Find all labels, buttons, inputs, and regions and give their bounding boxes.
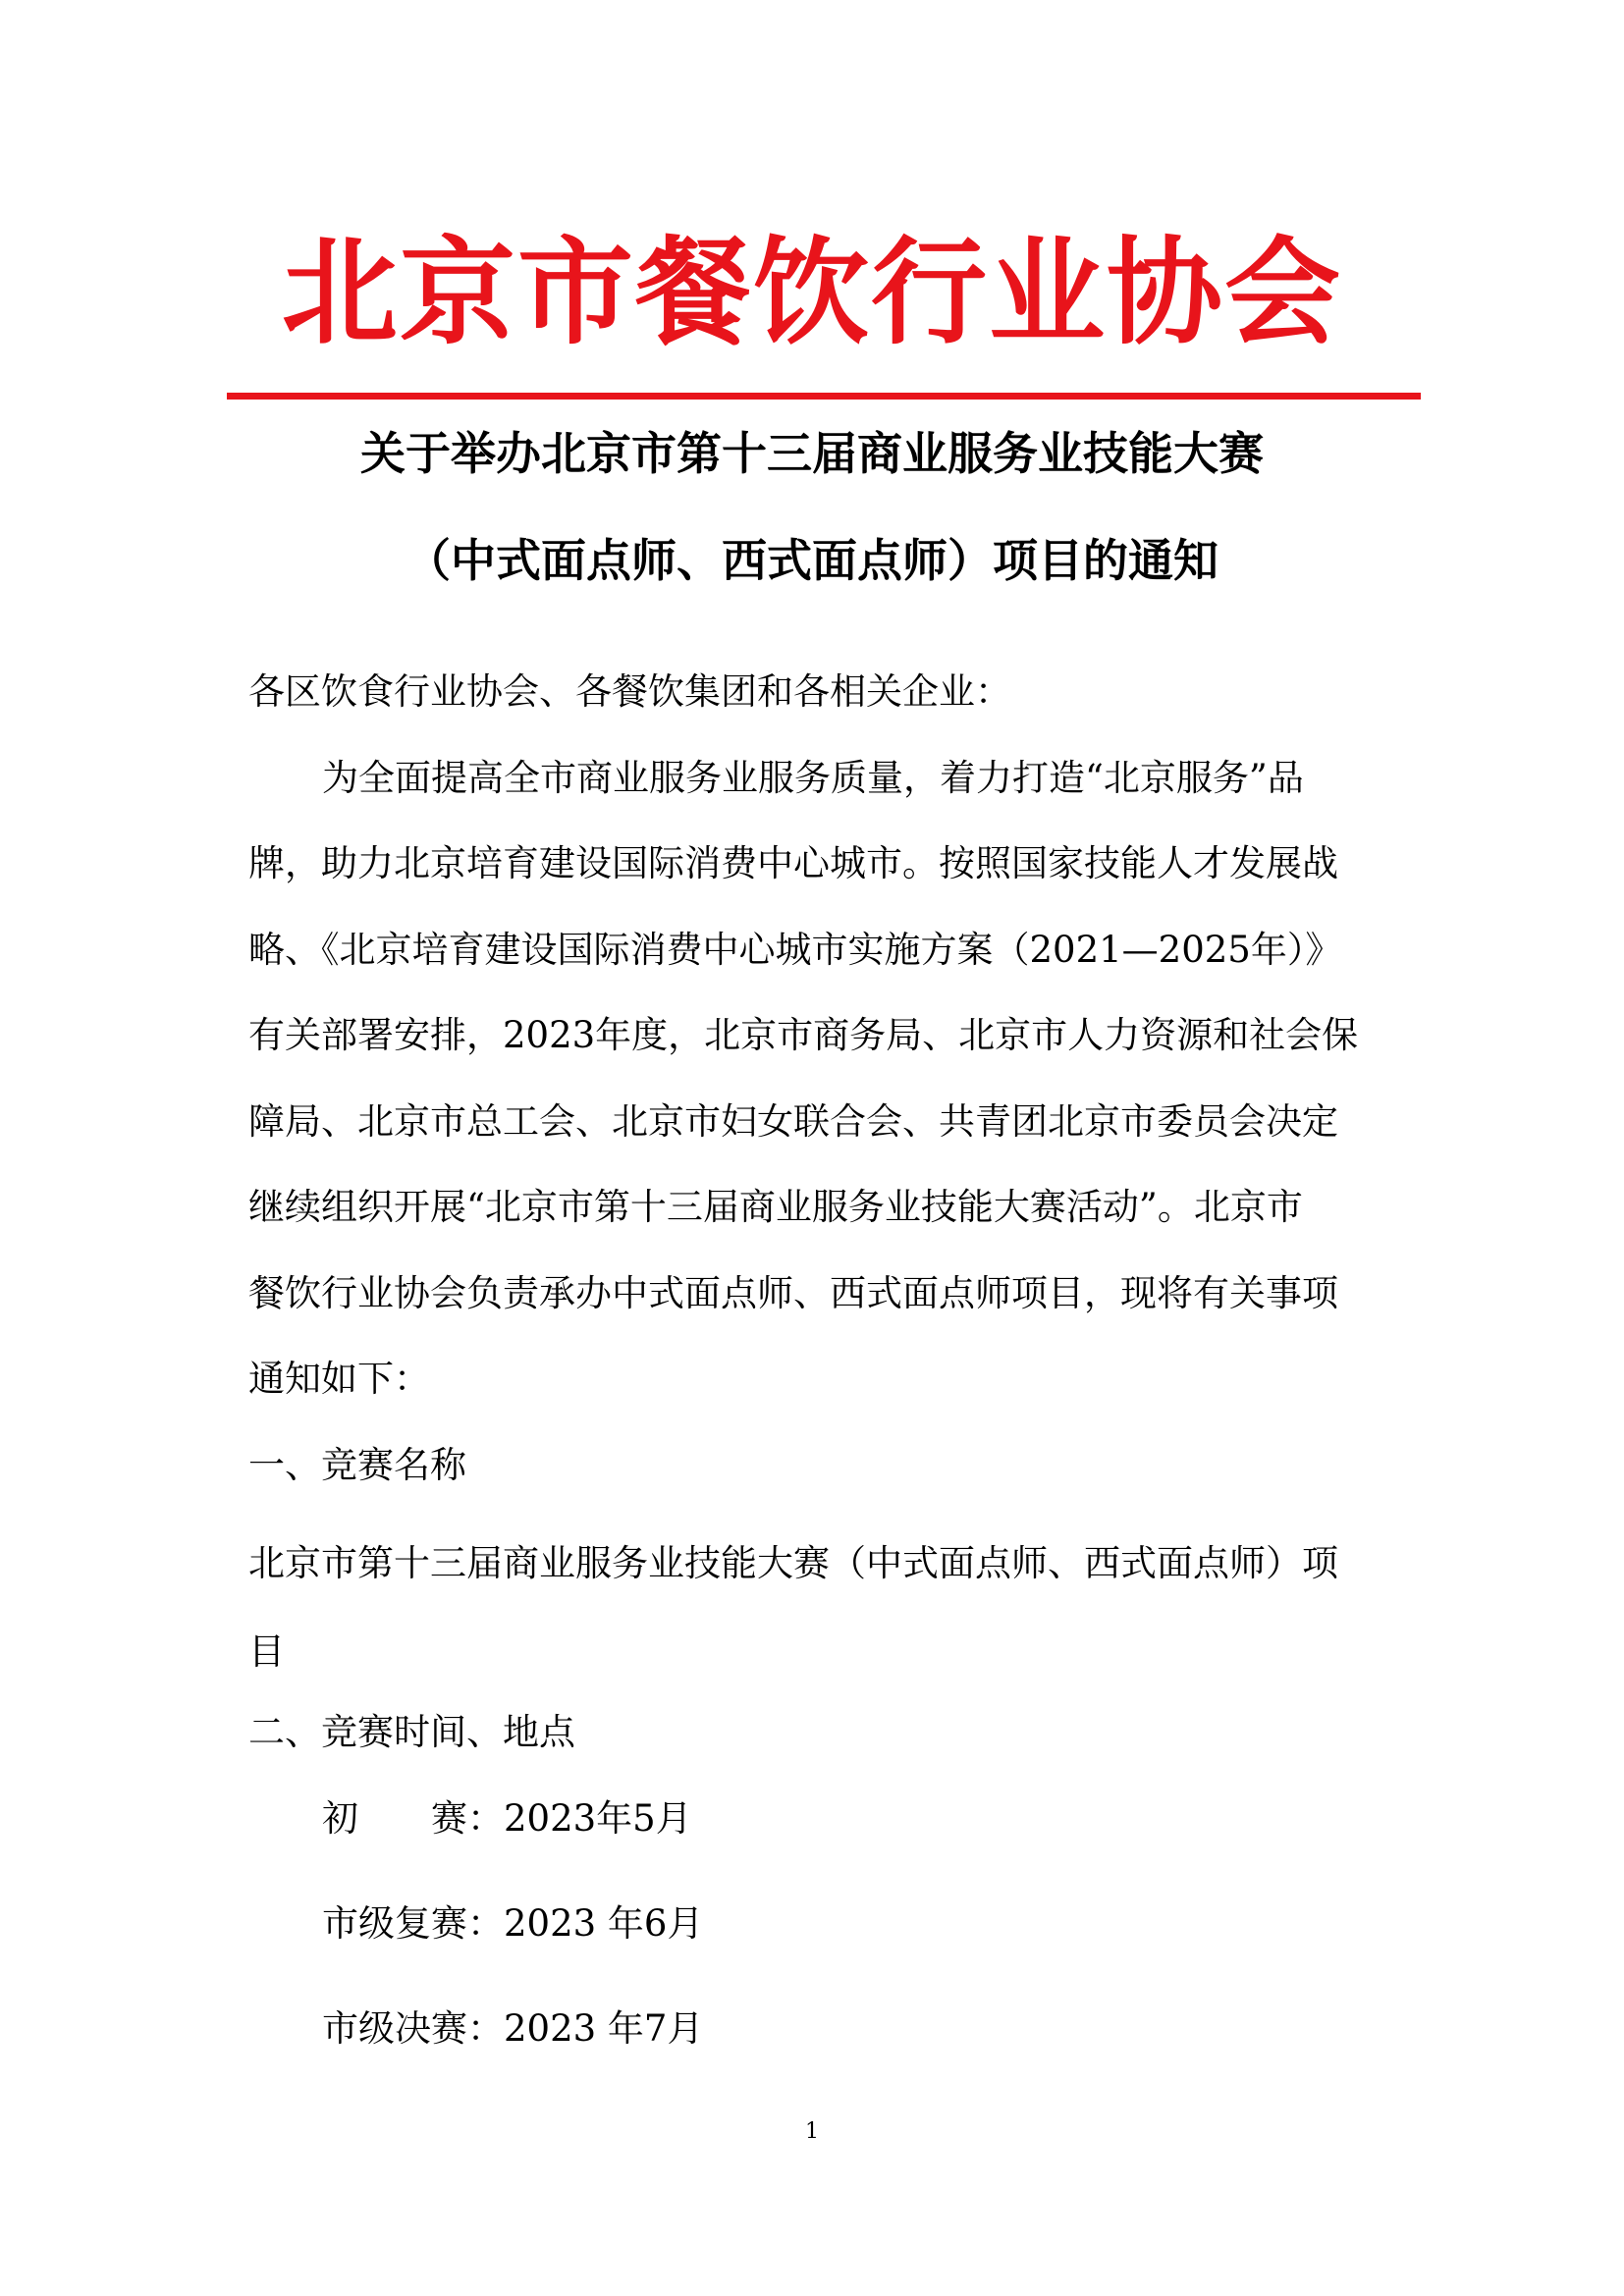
paragraph-line: 餐饮行业协会负责承办中式面点师、西式面点师项目，现将有关事项 (248, 1272, 1338, 1314)
section-heading-time-location: 二、竞赛时间、地点 (248, 1711, 575, 1753)
section-heading-competition-name: 一、竞赛名称 (248, 1444, 466, 1486)
competition-name-text: 目 (248, 1630, 285, 1673)
schedule-final: 市级决赛：2023 年7月 (322, 2007, 704, 2050)
salutation: 各区饮食行业协会、各餐饮集团和各相关企业： (248, 670, 1011, 713)
page-number: 1 (805, 2119, 819, 2144)
schedule-semifinal: 市级复赛：2023 年6月 (322, 1902, 704, 1945)
organization-letterhead: 北京市餐饮行业协会 (281, 224, 1342, 360)
paragraph-line: 为全面提高全市商业服务业服务质量，着力打造“北京服务”品 (322, 757, 1304, 799)
letterhead-red-rule (227, 393, 1421, 400)
paragraph-line: 继续组织开展“北京市第十三届商业服务业技能大赛活动”。北京市 (248, 1186, 1303, 1228)
paragraph-line: 有关部署安排，2023年度，北京市商务局、北京市人力资源和社会保 (248, 1014, 1359, 1056)
paragraph-line: 略、《北京培育建设国际消费中心城市实施方案（2021—2025年）》 (248, 929, 1342, 971)
schedule-preliminary: 初 赛：2023年5月 (322, 1797, 692, 1840)
paragraph-line: 牌，助力北京培育建设国际消费中心城市。按照国家技能人才发展战 (248, 842, 1338, 884)
paragraph-line: 通知如下： (248, 1358, 430, 1400)
document-title-line-2: （中式面点师、西式面点师）项目的通知 (406, 534, 1218, 587)
competition-name-text: 北京市第十三届商业服务业技能大赛（中式面点师、西式面点师）项 (248, 1542, 1338, 1584)
paragraph-line: 障局、北京市总工会、北京市妇女联合会、共青团北京市委员会决定 (248, 1100, 1338, 1143)
document-title-line-1: 关于举办北京市第十三届商业服务业技能大赛 (360, 427, 1264, 480)
